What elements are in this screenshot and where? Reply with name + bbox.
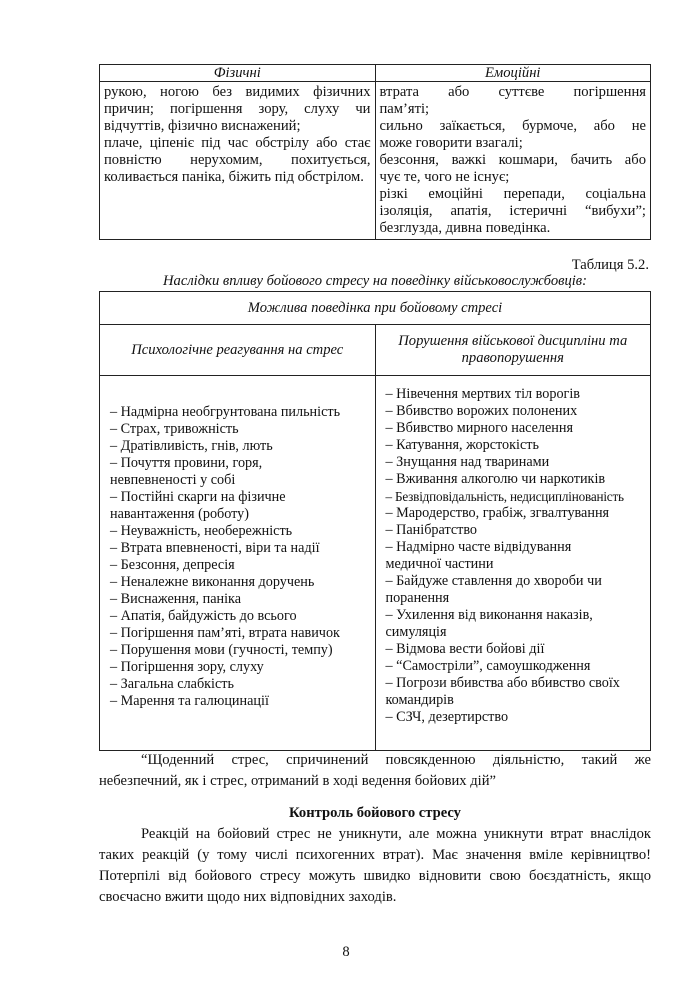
- list-item: – “Самостріли”, самоушкодження: [385, 658, 591, 674]
- list-item: – Ухилення від виконання наказів,: [385, 607, 593, 623]
- list-item: – Постійні скарги на фізичне: [110, 489, 286, 505]
- paragraph: Реакцій на бойовий стрес не уникнути, але можна уникнути втрат внаслідок таких реакцій (у тому числі психогенних втрат). Має значення вміле керівництво! Потерпілі від бойового стресу можуть швидко відновити свою боєздатність, якщо своєчасно вжити щодо них відповідних заходів.: [99, 826, 651, 905]
- section-heading: Контроль бойового стресу: [289, 805, 461, 821]
- list-item: – Вживання алкоголю чи наркотиків: [385, 471, 606, 487]
- page-number: 8: [342, 944, 350, 960]
- list-item: – Дратівливість, гнів, лють: [110, 438, 273, 454]
- symptoms-table: [99, 64, 651, 240]
- list-item: навантаження (роботу): [110, 506, 249, 522]
- list-item: – Марення та галюцинації: [110, 693, 269, 709]
- list-item: – Втрата впевненості, віри та надії: [110, 540, 320, 556]
- list-item: командирів: [385, 692, 454, 708]
- list-item: – Безсоння, депресія: [110, 557, 235, 573]
- quote: “Щоденний стрес, спричинений повсякденною діяльністю, такий же небезпечний, як і стрес, отриманий в ході ведення бойових дій”: [99, 752, 651, 789]
- column-header-physical: Фізичні: [100, 65, 376, 82]
- text-line: причин; погіршення зору, слуху чи: [104, 101, 371, 117]
- column-header-discipline: Порушення військової дисципліни та правопорушення: [375, 325, 651, 376]
- list-item: – Неналежне виконання доручень: [110, 574, 315, 590]
- text-line: відчуттів, фізично виснажений;: [104, 118, 301, 134]
- text-line: безглузда, дивна поведінка.: [379, 220, 551, 236]
- list-item: поранення: [385, 590, 450, 606]
- physical-symptoms-cell: [100, 82, 376, 240]
- list-item: – Загальна слабкість: [110, 676, 234, 692]
- list-item: – Апатія, байдужість до всього: [110, 608, 297, 624]
- list-item: – Надмірно часте відвідування: [385, 539, 572, 555]
- list-item: – Погіршення пам’яті, втрата навичок: [110, 625, 340, 641]
- list-item: – Надмірна необгрунтована пильність: [110, 404, 341, 420]
- list-item: – СЗЧ, дезертирство: [385, 709, 509, 725]
- list-item: – Нівечення мертвих тіл ворогів: [385, 386, 581, 402]
- list-item: медичної частини: [385, 556, 494, 572]
- list-item: – Відмова вести бойові дії: [385, 641, 545, 657]
- text-line: повністю нерухомим, похитується,: [104, 152, 371, 168]
- list-item: – Виснаження, паніка: [110, 591, 241, 607]
- list-item: – Знущання над тваринами: [385, 454, 550, 470]
- main-header: Можлива поведінка при бойовому стресі: [100, 292, 651, 325]
- list-item: симуляція: [385, 624, 447, 640]
- list-item: – Безвідповідальність, недисциплінованість: [385, 489, 624, 504]
- text-line: різкі емоційні перепади, соціальна: [379, 186, 646, 202]
- list-item: – Катування, жорстокість: [385, 437, 539, 453]
- list-item: – Почуття провини, горя,: [110, 455, 263, 471]
- list-item: – Неуважність, необережність: [110, 523, 293, 539]
- table-number: Таблиця 5.2.: [571, 257, 649, 273]
- text-line: безсоння, важкі кошмари, бачить або: [379, 152, 646, 168]
- behavior-table: [99, 291, 651, 751]
- list-item: – Панібратство: [385, 522, 478, 538]
- text-line: пам’яті;: [379, 101, 430, 117]
- text-line: втрата або суттєве погіршення: [379, 84, 646, 100]
- list-item: – Погіршення зору, слуху: [110, 659, 264, 675]
- text-line: коливається паніка, біжить під обстрілом.: [104, 169, 364, 185]
- text-line: сильно заїкається, бурмоче, або не: [379, 118, 646, 134]
- column-header-psychological: Психологічне реагування на стрес: [100, 325, 376, 376]
- psychological-reactions-list: [100, 376, 376, 751]
- list-item: – Байдуже ставлення до хвороби чи: [385, 573, 602, 589]
- list-item: – Вбивство ворожих полонених: [385, 403, 578, 419]
- text-line: плаче, ціпеніє під час обстрілу або стає: [104, 135, 371, 151]
- list-item: – Мародерство, грабіж, згвалтування: [385, 505, 610, 521]
- text-line: може говорити взагалі;: [379, 135, 523, 151]
- list-item: – Вбивство мирного населення: [385, 420, 573, 436]
- list-item: – Порушення мови (гучності, темпу): [110, 642, 333, 658]
- discipline-violations-list: [375, 376, 651, 751]
- text-line: ізоляція, апатія, істеричні “вибухи”;: [379, 203, 646, 219]
- table-title: Наслідки впливу бойового стресу на поведінку військовослужбовців:: [163, 273, 587, 289]
- text-line: рукою, ногою без видимих фізичних: [104, 84, 371, 100]
- list-item: – Погрози вбивства або вбивство своїх: [385, 675, 620, 691]
- list-item: невпевненості у собі: [110, 472, 236, 488]
- column-header-emotional: Емоційні: [375, 65, 651, 82]
- emotional-symptoms-cell: [375, 82, 651, 240]
- text-line: чує те, чого не існує;: [379, 169, 510, 185]
- list-item: – Страх, тривожність: [110, 421, 239, 437]
